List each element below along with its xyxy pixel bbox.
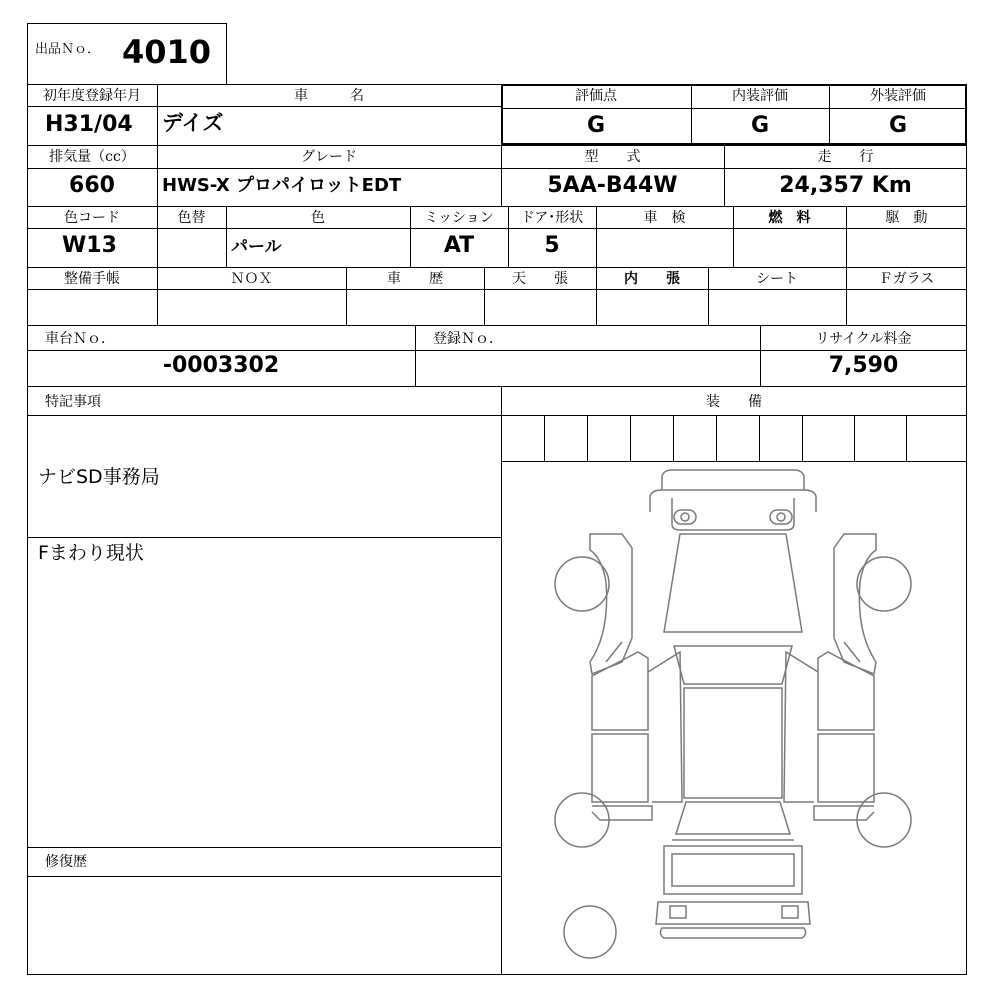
equipment-label: 装 備	[706, 394, 762, 410]
maintenance-book-label: 整備手帳	[64, 271, 120, 287]
chassis-number-label: 車台Ｎｏ．	[45, 331, 115, 347]
repaint-label: 色替	[177, 210, 206, 226]
color-label: 色	[311, 210, 325, 226]
interior-rating-value: G	[750, 113, 770, 138]
car-body-diagram	[502, 462, 966, 974]
mileage-label: 走 行	[817, 149, 874, 165]
score-label: 評価点	[575, 88, 617, 104]
drive-label: 駆 動	[885, 210, 928, 226]
first-registration-label: 初年度登録年月	[43, 88, 141, 104]
model-code-value: 5AA-B44W	[547, 173, 678, 198]
nox-label: ＮＯＸ	[230, 271, 273, 287]
note-line-2: Fまわり現状	[38, 542, 144, 564]
model-code-label: 型 式	[584, 149, 641, 165]
displacement-value: 660	[69, 173, 115, 198]
recycle-fee-label: リサイクル料金	[815, 331, 912, 347]
inspection-label: 車 検	[643, 210, 686, 226]
listing-number: 4010	[122, 33, 212, 71]
color-code-value: W13	[62, 233, 117, 258]
listing-number-label: 出品Ｎｏ．	[35, 42, 101, 57]
color-value: パール	[231, 237, 282, 257]
color-code-label: 色コード	[64, 210, 120, 226]
displacement-label: 排気量（cc）	[49, 149, 135, 165]
seat-label: シート	[756, 271, 798, 287]
special-notes-label: 特記事項	[45, 394, 101, 410]
vehicle-history-label: 車 歴	[387, 271, 443, 287]
grade-value: HWS-X プロパイロットEDT	[162, 175, 402, 196]
interior-trim-label: 内 張	[624, 271, 680, 287]
headliner-label: 天 張	[512, 271, 568, 287]
first-registration-value: H31/04	[45, 112, 133, 137]
exterior-rating-label: 外装評価	[870, 88, 926, 104]
car-name-value: デイズ	[162, 111, 224, 135]
grade-label: グレード	[301, 149, 357, 165]
mission-label: ミッション	[424, 210, 494, 226]
mission-value: AT	[443, 233, 475, 258]
exterior-rating-value: G	[888, 113, 908, 138]
fuel-label: 燃 料	[768, 210, 811, 226]
interior-rating-label: 内装評価	[732, 88, 788, 104]
door-shape-value: 5	[544, 233, 560, 258]
chassis-number-value: -0003302	[162, 353, 280, 378]
registration-number-label: 登録Ｎｏ．	[433, 331, 503, 347]
repair-history-label: 修復歴	[45, 854, 87, 870]
car-name-label: 車 名	[294, 88, 364, 104]
door-shape-label: ドア･形状	[520, 210, 584, 226]
mileage-value: 24,357 Km	[779, 173, 912, 198]
recycle-fee-value: 7,590	[828, 353, 899, 378]
score-value: G	[586, 113, 606, 138]
note-line-1: ナビSD事務局	[38, 466, 160, 488]
front-glass-label: Ｆガラス	[878, 271, 935, 287]
